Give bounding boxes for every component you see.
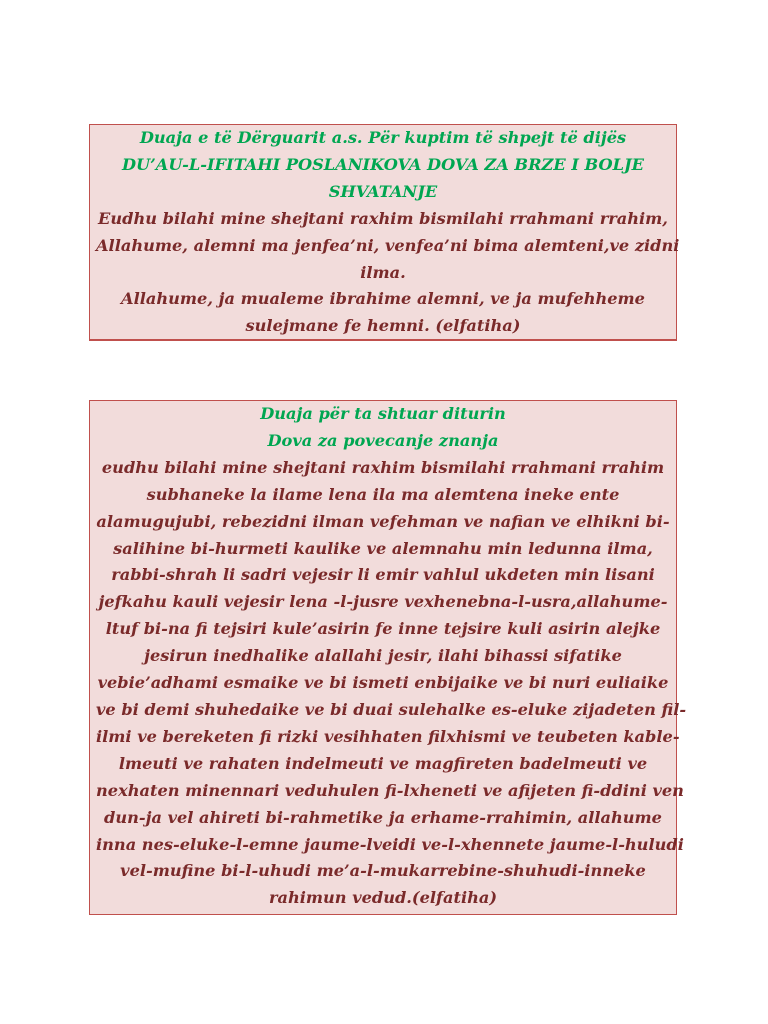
block2-body-line: salihine bi-hurmeti kaulike ve alemnahu min ledunna ilma,	[113, 538, 653, 558]
block2-body-line: subhaneke la ilame lena ila ma alemtena ineke ente	[146, 484, 620, 504]
block2-body-line: vel-mufine bi-l-uhudi me’a-l-mukarrebine-shuhudi-inneke	[120, 861, 646, 881]
block2-body-line: alamugujubi, rebezidni ilman vefehman ve nafian ve elhikni bi-	[96, 511, 670, 531]
block2-body-line: ve bi demi shuhedaike ve bi duai sulehalke es-eluke zijadeten fil-	[96, 699, 687, 719]
block2-body-line: eudhu bilahi mine shejtani raxhim bismilahi rrahmani rrahim	[101, 457, 665, 477]
block2-body-line: ilmi ve bereketen fi rizki vesihhaten filxhismi ve teubeten kable-	[96, 726, 680, 746]
block2-body-line: ltuf bi-na fi tejsiri kule’asirin fe inne tejsire kuli asirin alejke	[105, 619, 661, 639]
block2-body-line: vebie’adhami esmaike ve bi ismeti enbijaike ve bi nuri euliaike	[97, 673, 669, 693]
block2-title-bosnian: Dova za povecanje znanja	[267, 430, 499, 450]
block2-body-line: lmeuti ve rahaten indelmeuti ve magfireten badelmeuti ve	[118, 753, 648, 773]
prayer-block-understanding	[89, 124, 680, 341]
block2-body-line: inna nes-eluke-l-emne jaume-lveidi ve-l-xhennete jaume-l-huludi	[96, 834, 684, 854]
prayer-block-knowledge	[89, 400, 687, 915]
block1-body-line: Allahume, ja mualeme ibrahime alemni, ve ja mufehheme	[121, 289, 645, 309]
block2-body-line: jesirun inedhalike alallahi jesir, ilahi bihassi sifatike	[144, 646, 622, 666]
block2-body-line: nexhaten minennari veduhulen fi-lxheneti ve afijeten fi-ddini ven	[96, 780, 684, 800]
block2-body-line: jefkahu kauli vejesir lena -l-jusre vexhenebna-l-usra,allahume-	[98, 592, 668, 612]
block1-title-bosnian-cont: SHVATANJE	[328, 181, 438, 201]
block1-body-line: sulejmane fe hemni. (elfatiha)	[245, 316, 521, 336]
block1-title-albanian: Duaja e të Dërguarit a.s. Për kuptim të shpejt të dijës	[139, 128, 627, 147]
block2-body-line: rabbi-shrah li sadri vejesir li emir vahlul ukdeten min lisani	[111, 565, 655, 585]
block2-body-line: rahimun vedud.(elfatiha)	[268, 888, 498, 908]
block1-body-line: Eudhu bilahi mine shejtani raxhim bismilahi rrahmani rrahim,	[98, 208, 668, 228]
block2-title-albanian: Duaja për ta shtuar diturin	[260, 404, 506, 423]
block1-body-line: Allahume, alemni ma jenfea’ni, venfea’ni bima alemteni,ve zidni	[96, 235, 680, 255]
block1-body-line: ilma.	[360, 262, 406, 282]
block1-title-bosnian: DU’AU-L-IFITAHI POSLANIKOVA DOVA ZA BRZE I BOLJE	[121, 154, 645, 174]
block2-body-line: dun-ja vel ahireti bi-rahmetike ja erhame-rrahimin, allahume	[104, 807, 662, 827]
